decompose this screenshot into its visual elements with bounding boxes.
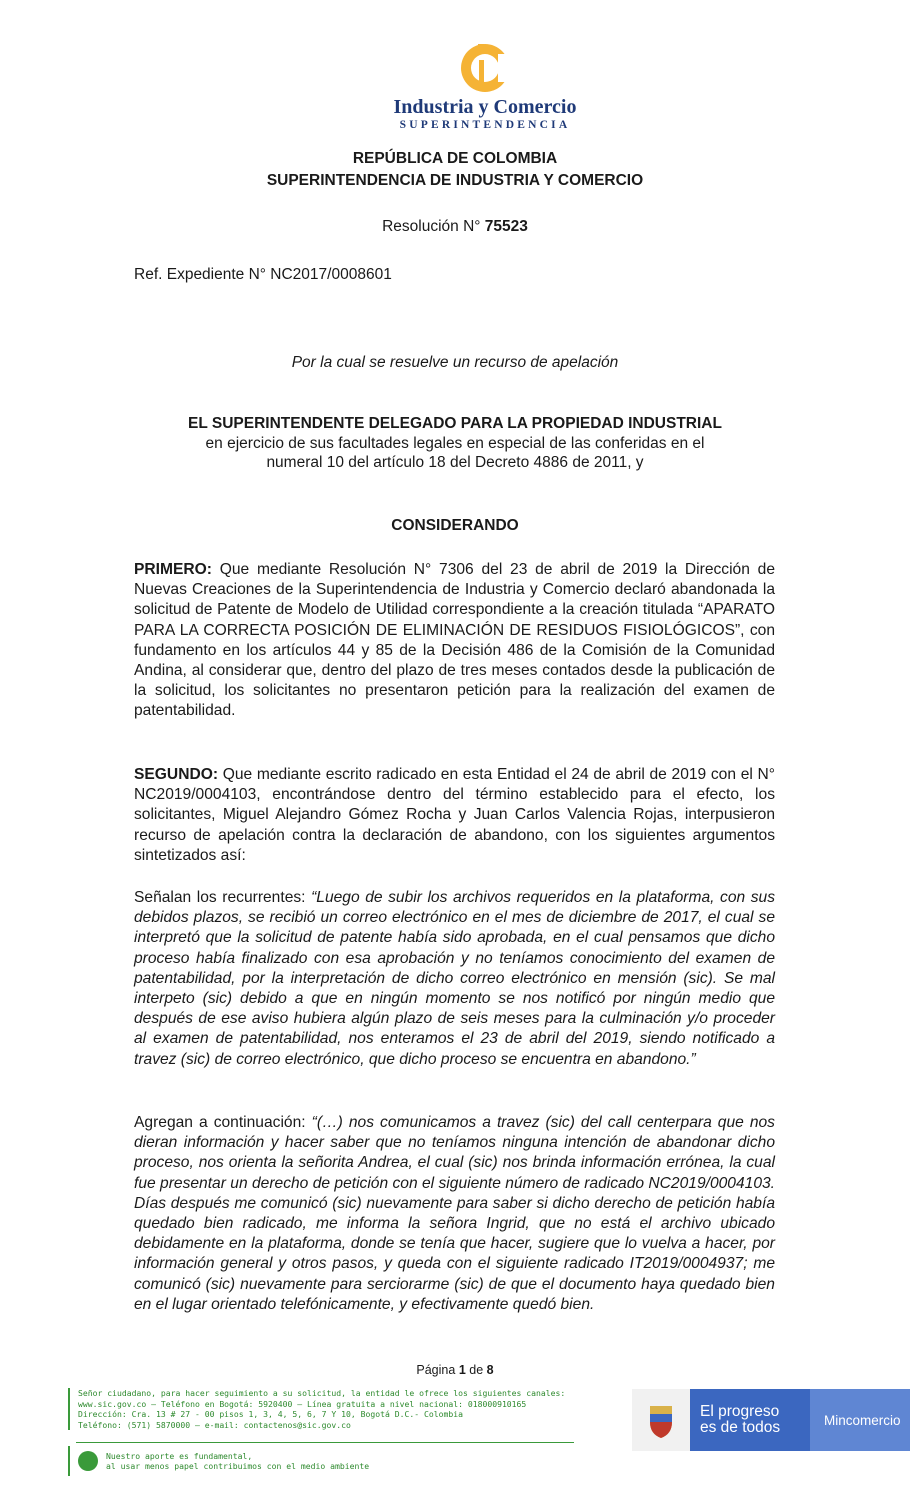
delegate-block bbox=[0, 414, 910, 473]
footer-line-1: Señor ciudadano, para hacer seguimiento a su solicitud, la entidad le ofrece los siguientes canales: bbox=[78, 1388, 566, 1398]
coat-of-arms-icon bbox=[632, 1389, 690, 1451]
page-number bbox=[0, 1363, 910, 1377]
eco-line-2: al usar menos papel contribuimos con el medio ambiente bbox=[106, 1461, 370, 1471]
government-banner bbox=[632, 1389, 910, 1451]
resolution-line bbox=[0, 218, 910, 236]
primero-text: Que mediante Resolución N° 7306 del 23 de abril de 2019 la Dirección de Nuevas Creaciones de la Superintendencia de Industria y Comercio declaró abandonada la solicitud de Patente de Modelo de Utilidad correspondiente a la creación titulada “APARATO PARA LA CORRECTA POSICIÓN DE ELIMINACIÓN DE RESIDUOS FISIOLÓGICOS”, con fundamento en los artículos 44 y 85 de la Decisión 486 de la Comisión de la Comunidad Andina, al considerar que, dentro del plazo de tres meses contados desde la publicación de la solicitud, los solicitantes no presentaron petición para la realización del examen de patentabilidad. bbox=[134, 561, 775, 720]
country-title: REPÚBLICA DE COLOMBIA bbox=[352, 150, 558, 167]
senalan-quote: “Luego de subir los archivos requeridos en la plataforma, con sus debidos plazos, se recibió un correo electrónico en el mes de diciembre de 2017, el cual se interpretó que la solicitud de patente había sido aprobada, en el cual pensamos que dicho proceso había finalizado con esa aprobación y no teníamos conocimiento del examen de patentabilidad, por la interpretación de dicho correo electrónico en mensión (sic). Se mal interpeto (sic) debido a que en ningún momento se nos notificó por ningún medio que después de ese aviso hubiera algún plazo de seis meses para la culminación y/o proceder al examen de patentabilidad, nos enteramos el 23 de abril del 2019, siendo notificado a travez (sic) de correo electrónico, que dicho proceso se encuentra en abandono.” bbox=[134, 889, 775, 1068]
paragraph-primero bbox=[134, 560, 775, 722]
subject-line: Por la cual se resuelve un recurso de apelación bbox=[291, 354, 619, 371]
progress-slogan bbox=[690, 1389, 810, 1451]
logo-subtitle: SUPERINTENDENCIA bbox=[399, 119, 571, 131]
page-label: Página bbox=[416, 1363, 456, 1377]
footer-line-2: www.sic.gov.co – Teléfono en Bogotá: 5920400 – Línea gratuita a nivel nacional: 018000910165 bbox=[78, 1398, 527, 1409]
agregan-intro: Agregan a continuación: bbox=[134, 1114, 306, 1131]
page-total: 8 bbox=[486, 1363, 494, 1377]
resolution-label: Resolución N° bbox=[382, 218, 481, 235]
paragraph-senalan bbox=[134, 888, 775, 1070]
document-header bbox=[0, 148, 910, 192]
footer-divider bbox=[76, 1442, 574, 1443]
considerando-heading: CONSIDERANDO bbox=[391, 517, 519, 534]
slogan-line-1: El progreso bbox=[700, 1403, 780, 1420]
logo-name: Industria y Comercio bbox=[393, 96, 577, 118]
footer-line-3: Dirección: Cra. 13 # 27 - 00 pisos 1, 3, 4, 5, 6, 7 Y 10, Bogotá D.C.- Colombia bbox=[78, 1409, 463, 1419]
page-current: 1 bbox=[458, 1363, 466, 1377]
agregan-quote: “(…) nos comunicamos a travez (sic) del call centerpara que nos dieran información y hacer saber que no teníamos ninguna intención de abandonar dicho proceso, nos orienta la señorita Andrea, el cual (sic) nos brinda información errónea, la cual fue presentar un derecho de petición con el siguiente número de radicado NC2019/0004103. Días después me comunicó (sic) nuevamente para saber si dicho derecho de petición había quedado bien radicado, me informa la señora Ingrid, que no está el archivo ubicado debidamente en la plataforma, donde se tenía que hacer, sugiere que lo vuelva a hacer, por información general y otros pasos, y queda con el siguiente radicado IT2019/0004937; me comunicó (sic) nuevamente para serciorarme (sic) de que el documento haya quedado bien en el lugar orientado telefónicamente, y efectivamente quedó bien. bbox=[134, 1114, 775, 1313]
resolution-number: 75523 bbox=[484, 218, 528, 235]
leaf-icon bbox=[78, 1451, 98, 1471]
eco-text bbox=[106, 1451, 369, 1471]
ministry-label: Mincomercio bbox=[810, 1389, 910, 1451]
sic-logo bbox=[378, 40, 592, 140]
paragraph-agregan bbox=[134, 1113, 775, 1315]
delegate-line-2: numeral 10 del artículo 18 del Decreto 4886 de 2011, y bbox=[266, 454, 644, 471]
delegate-line-1: en ejercicio de sus facultades legales en especial de las conferidas en el bbox=[205, 434, 705, 452]
footer-line-4: Teléfono: (571) 5870000 – e-mail: contactenos@sic.gov.co bbox=[78, 1419, 351, 1430]
eco-line-1: Nuestro aporte es fundamental, bbox=[106, 1451, 253, 1461]
segundo-label: SEGUNDO: bbox=[134, 766, 219, 783]
entity-title: SUPERINTENDENCIA DE INDUSTRIA Y COMERCIO bbox=[266, 172, 644, 189]
paragraph-segundo bbox=[134, 765, 775, 866]
eco-note bbox=[68, 1446, 369, 1476]
footer-contact bbox=[68, 1388, 584, 1430]
segundo-text: Que mediante escrito radicado en esta Entidad el 24 de abril de 2019 con el N° NC2019/0004103, encontrándose dentro del término establecido para el efecto, los solicitantes, Miguel Alejandro Gómez Rocha y Juan Carlos Valencia Rojas, interpusieron recurso de apelación contra la declaración de abandono, con los siguientes argumentos sintetizados así: bbox=[134, 766, 775, 864]
slogan-line-2: es de todos bbox=[700, 1419, 781, 1436]
primero-label: PRIMERO: bbox=[134, 561, 212, 578]
page-of: de bbox=[469, 1363, 484, 1377]
delegate-title: EL SUPERINTENDENTE DELEGADO PARA LA PROPIEDAD INDUSTRIAL bbox=[188, 415, 722, 432]
reference-line: Ref. Expediente N° NC2017/0008601 bbox=[134, 266, 392, 283]
sic-logo-icon bbox=[450, 40, 520, 94]
senalan-intro: Señalan los recurrentes: bbox=[134, 889, 306, 906]
